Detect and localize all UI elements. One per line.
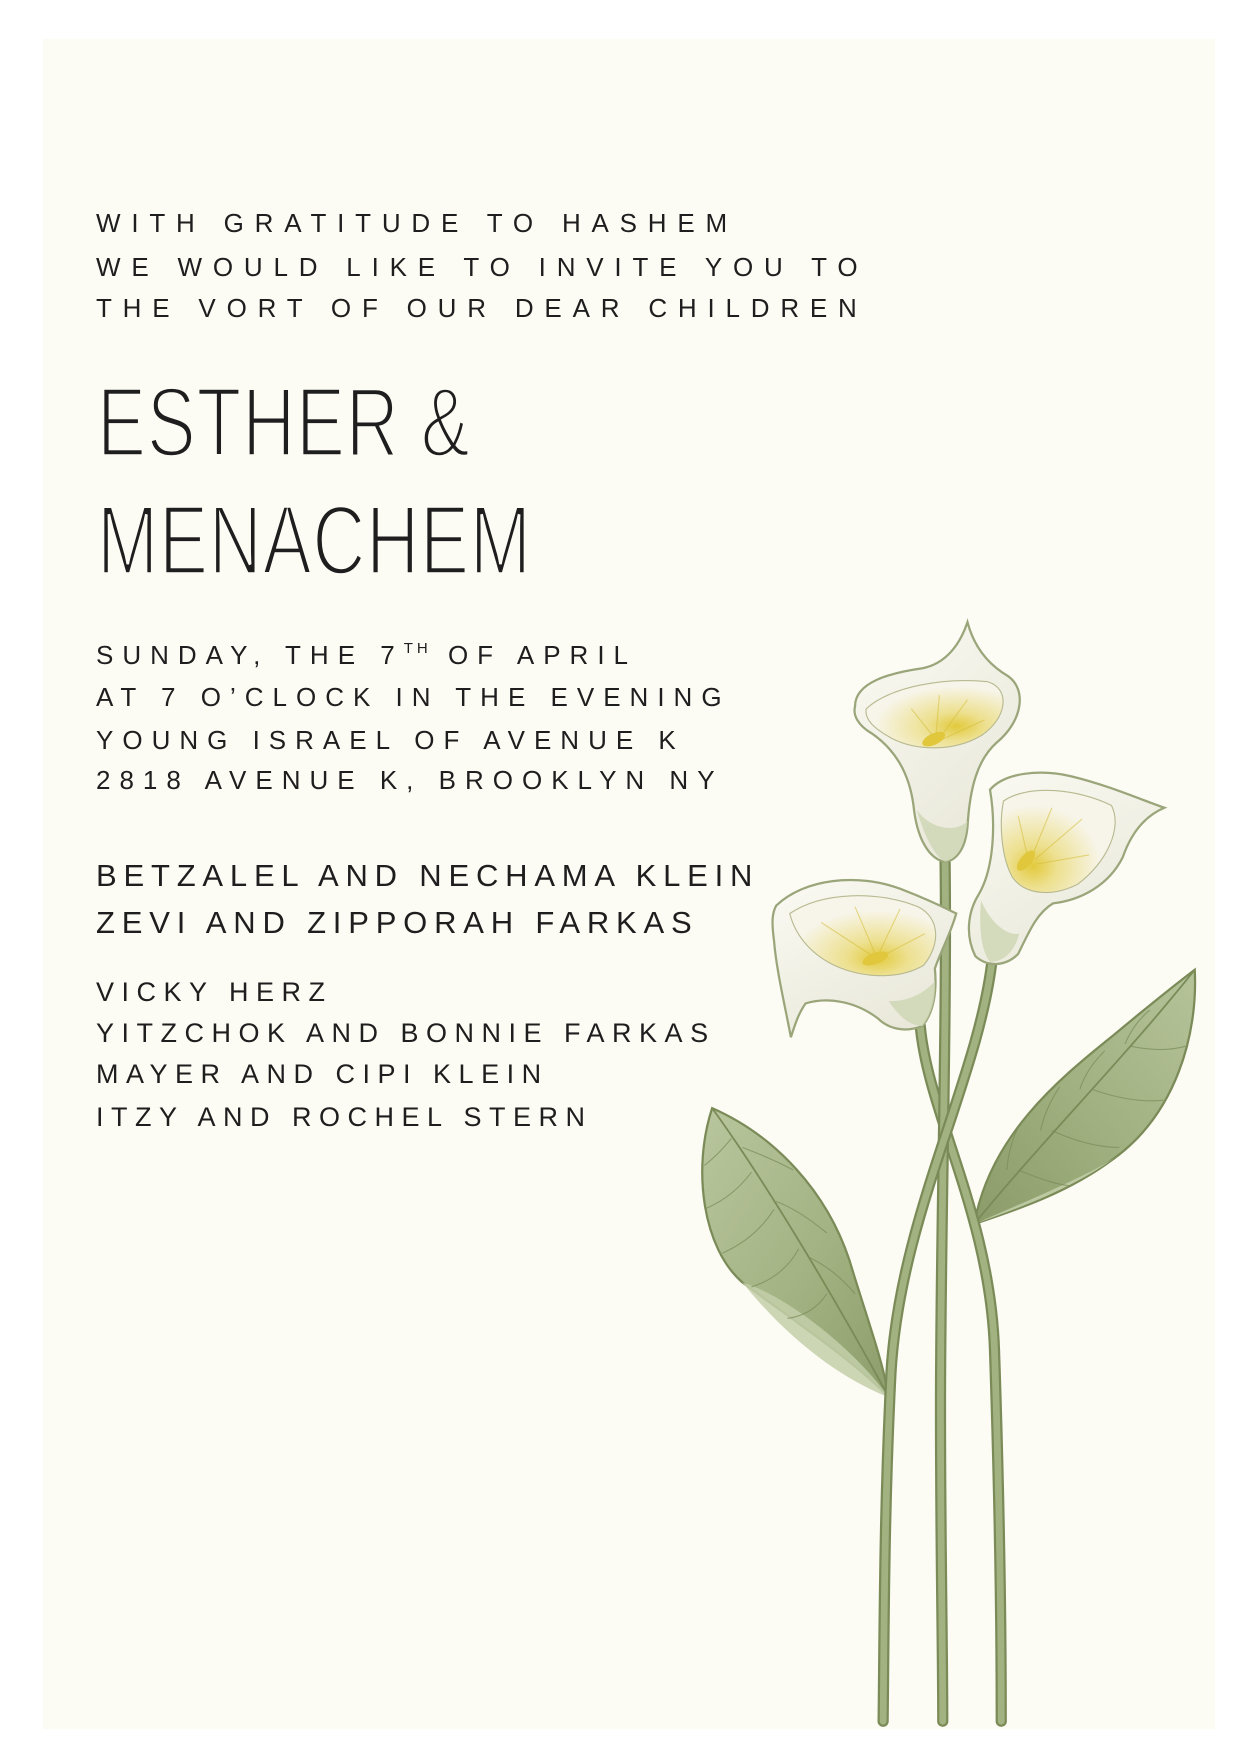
intro-line-2: WE WOULD LIKE TO INVITE YOU TO [96, 252, 869, 282]
family-line-2: YITZCHOK AND BONNIE FARKAS [96, 1018, 716, 1048]
event-date-ordinal: TH [403, 640, 432, 657]
event-date-suffix: OF APRIL [431, 640, 637, 670]
event-date-prefix: SUNDAY, THE 7 [96, 640, 404, 670]
right-leaf [974, 970, 1195, 1224]
intro-line-1: WITH GRATITUDE TO HASHEM [96, 208, 738, 238]
event-address: 2818 AVENUE K, BROOKLYN NY [96, 765, 724, 795]
parents-line-1: BETZALEL AND NECHAMA KLEIN [96, 858, 760, 893]
stem-left-flower [920, 1026, 1001, 1721]
family-line-4: ITZY AND ROCHEL STERN [96, 1102, 593, 1132]
event-venue: YOUNG ISRAEL OF AVENUE K [96, 725, 685, 755]
intro-line-3: THE VORT OF OUR DEAR CHILDREN [96, 293, 868, 323]
parents-line-2: ZEVI AND ZIPPORAH FARKAS [96, 905, 699, 940]
family-line-1: VICKY HERZ [96, 977, 333, 1007]
couple-name-second: MENACHEM [97, 485, 532, 595]
calla-lily-left-flower [773, 880, 957, 1037]
family-line-3: MAYER AND CIPI KLEIN [96, 1059, 549, 1089]
left-leaf [702, 1108, 888, 1397]
couple-name-first: ESTHER & [97, 367, 471, 477]
event-time: AT 7 O’CLOCK IN THE EVENING [96, 682, 731, 712]
calla-lily-right-flower [969, 773, 1164, 964]
